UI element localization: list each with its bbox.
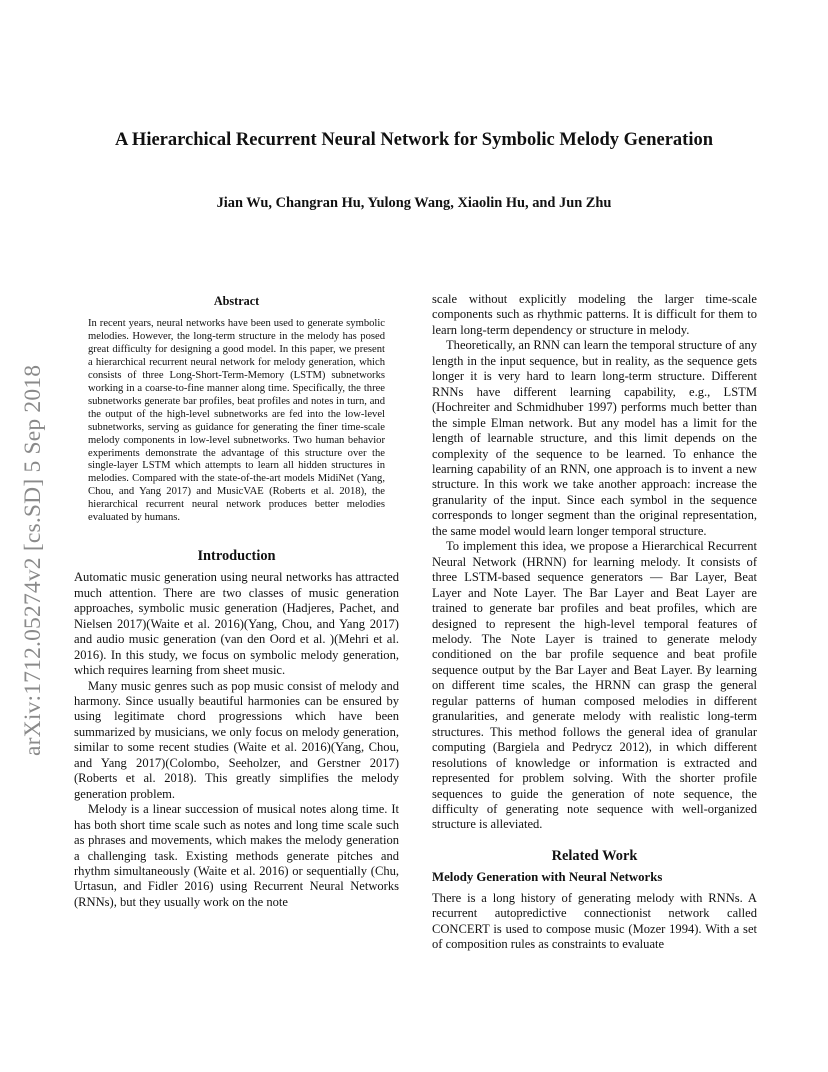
- introduction-paragraph-5: Theoretically, an RNN can learn the temporal structure of any length in the input sequence, but in reality, as the sequence gets longer it is very hard to learn long-term structure. Different RNNs have different learning capability, e.g., LSTM (Hochreiter and Schmidhuber 1997) performs much better than the simple Elman network. But any model has a limit for the length of learnable structure, and this limit depends on the complexity of the sequence to be learned. To enhance the learning capability of an RNN, one approach is to invent a new structure. In this work we take another approach: increase the granularity of the input. Since each symbol in the sequence corresponds to longer segment than the original representation, the same model would learn longer temporal structure.: [432, 338, 757, 538]
- arxiv-identifier-stamp: [20, 296, 50, 756]
- introduction-heading: Introduction: [197, 547, 276, 564]
- abstract-text: In recent years, neural networks have been used to generate symbolic melodies. However, the long-term structure in the melody has posed great difficulty for designing a good model. In this paper, we present a hierarchical recurrent neural network for melody generation, which consists of three Long-Short-Term-Memory (LSTM) subnetworks working in a coarse-to-fine manner along time. Specifically, the three subnetworks generate bar profiles, beat profiles and notes in turn, and the output of the high-level subnetworks are fed into the low-level subnetworks, serving as guidance for generating the finer time-scale melody components in low-level subnetworks. Two human behavior experiments demonstrate the advantage of this structure over the single-layer LSTM which attempts to learn all hidden structures in melodies. Compared with the state-of-the-art models MidiNet (Yang, Chou, and Yang 2017) and MusicVAE (Roberts et al. 2018), the hierarchical recurrent neural network produces better melodies evaluated by humans.: [88, 318, 385, 524]
- left-column: [74, 292, 399, 910]
- right-column: [432, 292, 757, 953]
- introduction-paragraph-4: scale without explicitly modeling the larger time-scale components such as rhythmic patterns. It is difficult for them to learn long-term dependency or structure in melody.: [432, 292, 757, 337]
- paper-authors: Jian Wu, Changran Hu, Yulong Wang, Xiaolin Hu, and Jun Zhu: [216, 195, 612, 211]
- introduction-paragraph-3: Melody is a linear succession of musical notes along time. It has both short time scale such as notes and long time scale such as phrases and movements, which makes the melody generation a challenging task. Existing methods generate pitches and rhythm simultaneously (Waite et al. 2016) or sequentially (Chu, Urtasun, and Fidler 2016) using Recurrent Neural Networks (RNNs), but they usually work on the note: [74, 802, 399, 909]
- related-work-heading: Related Work: [551, 847, 638, 864]
- introduction-paragraph-1: Automatic music generation using neural networks has attracted much attention. There are two classes of music generation approaches, symbolic music generation (Hadjeres, Pachet, and Nielsen 2017)(Waite et al. 2016)(Yang, Chou, and Yang 2017) and audio music generation (van den Oord et al. )(Mehri et al. 2016). In this study, we focus on symbolic melody generation, which requires learning from sheet music.: [74, 570, 399, 678]
- introduction-paragraph-2: Many music genres such as pop music consist of melody and harmony. Since usually beautiful harmonies can be ensured by using legitimate chord progressions which have been summarized by musicians, we only focus on melody generation, similar to some recent studies (Waite et al. 2016)(Yang, Chou, and Yang 2017)(Colombo, Seeholzer, and Gerstner 2017)(Roberts et al. 2018). This greatly simplifies the melody generation problem.: [74, 678, 399, 801]
- paper-title: A Hierarchical Recurrent Neural Network for Symbolic Melody Generation: [114, 130, 714, 150]
- related-work-paragraph-1: There is a long history of generating melody with RNNs. A recurrent autopredictive connectionist network called CONCERT is used to compose music (Mozer 1994). With a set of composition rules as constraints to evaluate: [432, 890, 757, 952]
- arxiv-identifier-text: arXiv:1712.05274v2 [cs.SD] 5 Sep 2018: [20, 364, 46, 756]
- related-work-subheading: Melody Generation with Neural Networks: [432, 870, 663, 885]
- introduction-paragraph-6: To implement this idea, we propose a Hierarchical Recurrent Neural Network (HRNN) for learning melody. It consists of three LSTM-based sequence generators — Bar Layer, Beat Layer and Note Layer. The Bar Layer and Beat Layer are trained to generate bar profiles and beat profiles, which are designed to represent the high-level temporal features of melody. The Note Layer is trained to generate melody conditioned on the bar profile sequence and beat profile sequence output by the Bar Layer and Beat Layer. By learning on different time scales, the HRNN can grasp the general regular patterns of human composed melodies in different granularities, and generate melody with realistic long-term structures. This method follows the general idea of granular computing (Bargiela and Pedrycz 2012), in which different resolutions of knowledge or information is extracted and represented for problem solving. With the shorter profile sequences to guide the generation of note sequence, the difficulty of generating note sequence with well-organized structure is alleviated.: [432, 539, 757, 832]
- abstract-heading: Abstract: [213, 294, 260, 308]
